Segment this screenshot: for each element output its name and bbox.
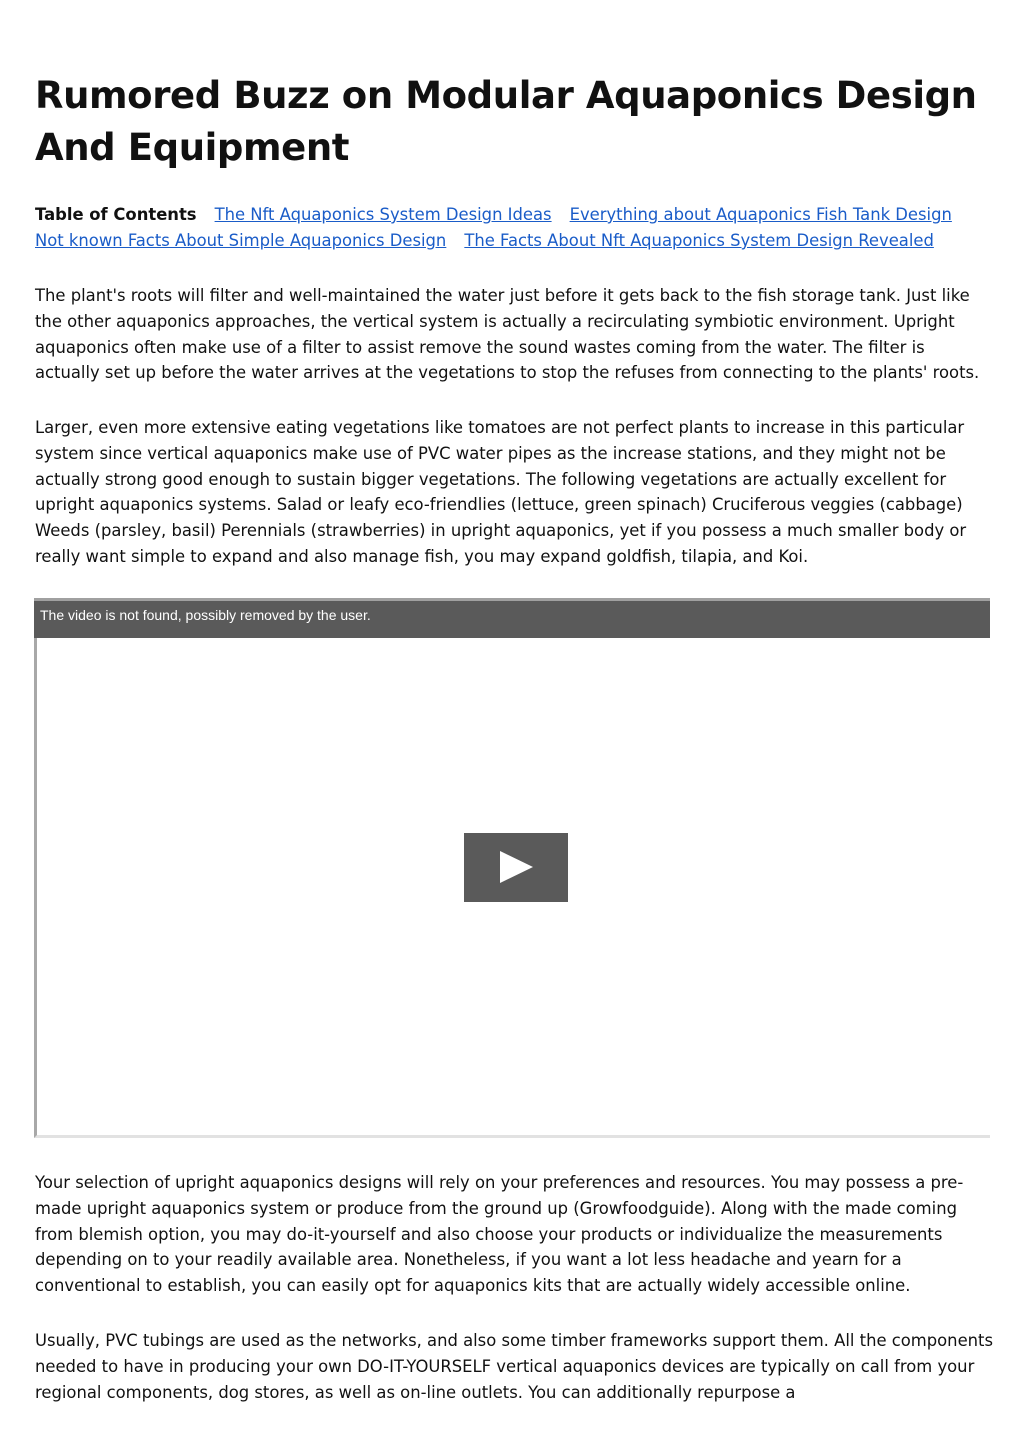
toc-link[interactable]: The Facts About Nft Aquaponics System Design Revealed [464, 231, 934, 250]
table-of-contents [35, 202, 1000, 254]
toc-link[interactable]: The Nft Aquaponics System Design Ideas [214, 205, 552, 224]
article-paragraph: Your selection of upright aquaponics designs will rely on your preferences and resources. You may possess a pre-made upright aquaponics system or produce from the ground up (Growfoodguide). Along with the made coming from blemish option, you may do-it-yourself and also choose your products or individualize the measurements depending on to your readily available area. Nonetheless, if you want a lot less headache and yearn for a conventional to establish, you can easily opt for aquaponics kits that are actually widely accessible online. [35, 1173, 964, 1296]
article-paragraph: The plant's roots will filter and well-maintained the water just before it gets back to the fish storage tank. Just like the other aquaponics approaches, the vertical system is actually a recirculating symbiotic environment. Upright aquaponics often make use of a filter to assist remove the sound wastes coming from the water. The filter is actually set up before the water arrives at the vegetations to stop the refuses from connecting to the plants' roots. [35, 286, 980, 383]
toc-link[interactable]: Everything about Aquaponics Fish Tank Design [569, 205, 952, 224]
toc-link[interactable]: Not known Facts About Simple Aquaponics Design [35, 231, 447, 250]
page-title: Rumored Buzz on Modular Aquaponics Design And Equipment [35, 74, 977, 169]
toc-label: Table of Contents [35, 205, 197, 224]
play-button[interactable] [464, 833, 568, 902]
video-title-bar [34, 598, 990, 638]
article-paragraph: Usually, PVC tubings are used as the networks, and also some timber frameworks support them. All the components needed to have in producing your own DO-IT-YOURSELF vertical aquaponics devices are typically on call from your regional components, dog stores, as well as on-line outlets. You can additionally repurpose a [35, 1331, 994, 1402]
article-paragraph: Larger, even more extensive eating vegetations like tomatoes are not perfect plants to increase in this particular system since vertical aquaponics make use of PVC water pipes as the increase stations, and they might not be actually strong good enough to sustain bigger vegetations. The following vegetations are actually excellent for upright aquaponics systems. Salad or leafy eco-friendlies (lettuce, green spinach) Cruciferous veggies (cabbage) Weeds (parsley, basil) Perennials (strawberries) in upright aquaponics, yet if you possess a much smaller body or really want simple to expand and also manage fish, you may expand goldfish, tilapia, and Koi. [35, 418, 967, 566]
video-embed[interactable] [34, 598, 990, 1138]
play-icon [500, 851, 533, 883]
video-error-message: The video is not found, possibly removed by the user. [40, 607, 371, 623]
